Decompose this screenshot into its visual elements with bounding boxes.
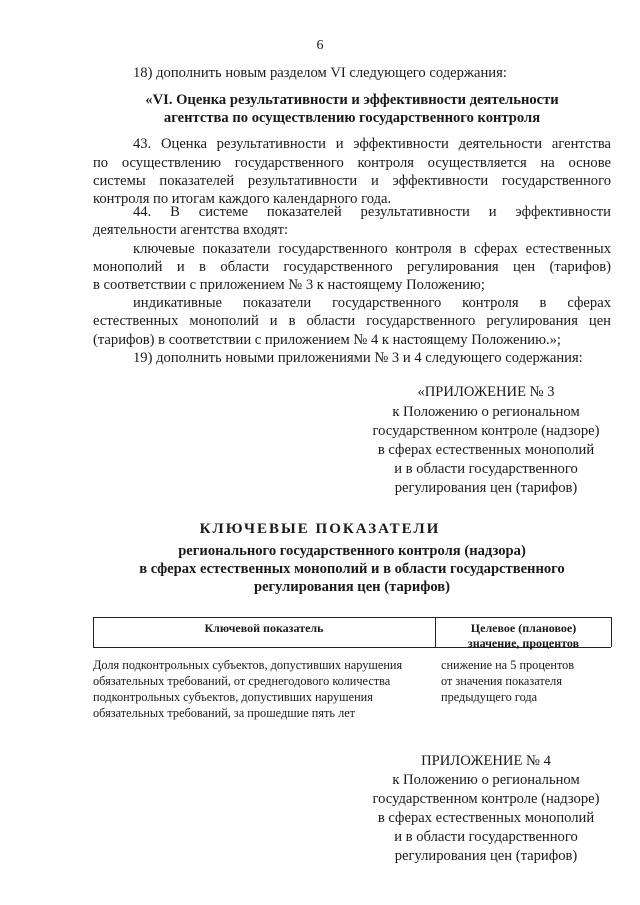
table-cell-line: обязательных требований, за прошедшие пять лет xyxy=(93,706,356,720)
table-cell-line: от значения показателя xyxy=(441,674,562,688)
key-indicators-line: в соответствии с приложением № 3 к настоящему Положению; xyxy=(93,277,485,293)
appendix-3-line: и в области государственного xyxy=(394,461,578,477)
key-indicators-line: ключевые показатели государственного контроля в сферах естественных xyxy=(133,241,611,257)
appendix-4-line: регулирования цен (тарифов) xyxy=(394,848,578,864)
table-cell-line: обязательных требований, от среднегодового количества xyxy=(93,674,391,688)
indicative-line: естественных монополий и в области государственного регулирования цен xyxy=(93,313,611,329)
paragraph-44-line: деятельности агентства входят: xyxy=(93,222,289,238)
page-number: 6 xyxy=(316,38,324,53)
table-cell-line: снижение на 5 процентов xyxy=(441,658,575,672)
table-cell-line: подконтрольных субъектов, допустивших нарушения xyxy=(93,690,373,704)
document-subtitle-line: в сферах естественных монополий и в области государственного xyxy=(139,561,565,577)
table-header-indicator: Ключевой показатель xyxy=(204,621,324,635)
document-subtitle-line: регулирования цен (тарифов) xyxy=(253,579,451,595)
table-cell-target xyxy=(441,657,611,705)
item-19: 19) дополнить новыми приложениями № 3 и 4 следующего содержания: xyxy=(133,350,583,366)
document-subtitle xyxy=(93,542,611,596)
table-cell-line: предыдущего года xyxy=(441,690,538,704)
section-title-line-2: агентства по осуществлению государственного контроля xyxy=(163,110,541,126)
appendix-4-title: ПРИЛОЖЕНИЕ № 4 xyxy=(421,753,551,769)
table-header-target-line: Целевое (плановое) xyxy=(470,621,577,635)
key-indicators-line: монополий и в области государственного регулирования цен (тарифов) xyxy=(93,259,611,275)
appendix-3-title: «ПРИЛОЖЕНИЕ № 3 xyxy=(417,384,555,400)
paragraph-43-line: контроля по итогам каждого календарного года. xyxy=(93,191,392,207)
appendix-3-line: в сферах естественных монополий xyxy=(377,442,595,458)
document-subtitle-line: регионального государственного контроля (надзора) xyxy=(178,543,526,559)
table-cell-line: Доля подконтрольных субъектов, допустивших нарушения xyxy=(93,658,403,672)
appendix-4-line: в сферах естественных монополий xyxy=(377,810,595,826)
indicative-line: индикативные показатели государственного контроля в сферах xyxy=(133,295,611,311)
paragraph-43-line: 43. Оценка результативности и эффективности деятельности агентства xyxy=(133,136,611,152)
indicative-line: (тарифов) в соответствии с приложением № 4 к настоящему Положению.»; xyxy=(93,332,561,348)
appendix-4-line: к Положению о региональном xyxy=(392,772,580,788)
paragraph-43-line: по осуществлению государственного контроля осуществляется на основе xyxy=(93,155,611,171)
table-border-top xyxy=(93,617,611,618)
appendix-4-line: и в области государственного xyxy=(394,829,578,845)
section-title-line-1: «VI. Оценка результативности и эффективности деятельности xyxy=(145,92,559,108)
appendix-3-line: к Положению о региональном xyxy=(392,404,580,420)
paragraph-44-line: 44. В системе показателей результативности и эффективности xyxy=(133,204,611,220)
item-18: 18) дополнить новым разделом VI следующего содержания: xyxy=(133,65,507,81)
table-cell-indicator xyxy=(93,657,433,721)
table-header-target xyxy=(436,621,611,651)
appendix-3-line: государственном контроле (надзоре) xyxy=(372,423,600,439)
table-header-target-line: значение, процентов xyxy=(467,636,580,650)
table-border-right xyxy=(611,617,612,647)
appendix-3-line: регулирования цен (тарифов) xyxy=(394,480,578,496)
document-title: КЛЮЧЕВЫЕ ПОКАЗАТЕЛИ xyxy=(199,521,441,537)
appendix-4-line: государственном контроле (надзоре) xyxy=(372,791,600,807)
paragraph-43-line: системы показателей результативности и эффективности государственного xyxy=(93,173,611,189)
